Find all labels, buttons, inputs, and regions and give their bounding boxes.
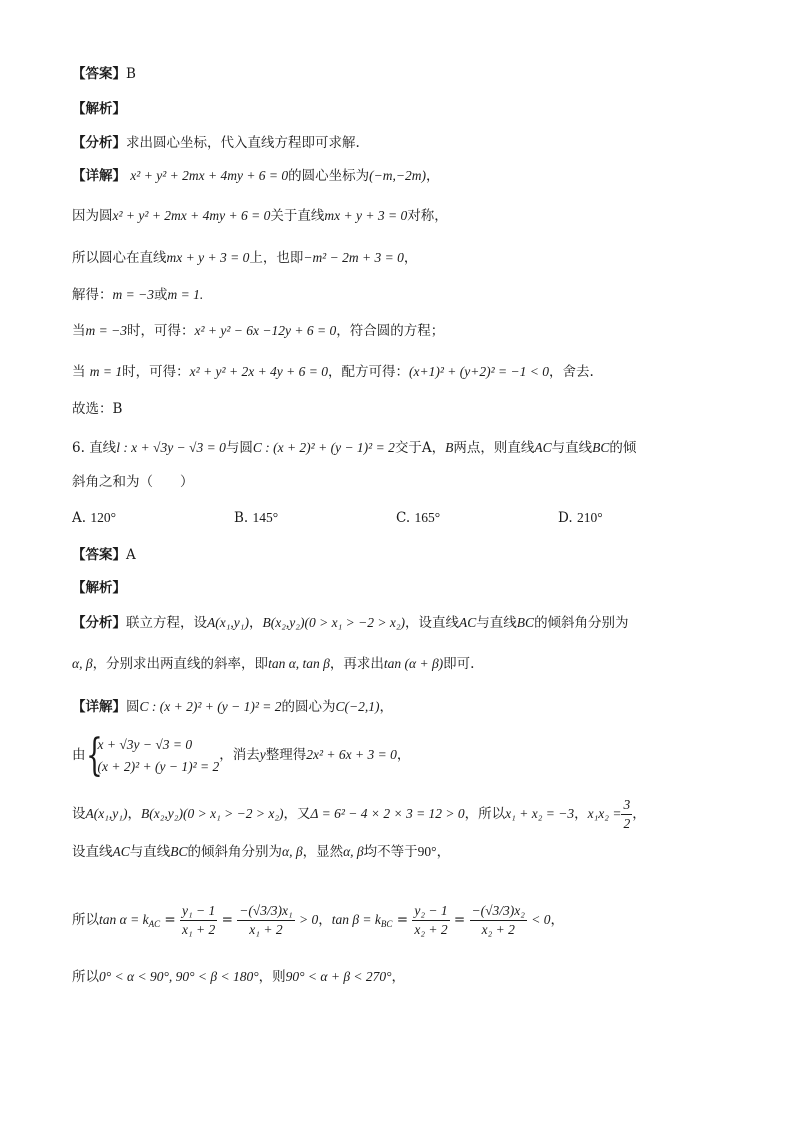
- denominator: x₂ + 2: [414, 922, 448, 937]
- text: 与直线: [129, 844, 171, 860]
- text: 圆: [126, 699, 140, 715]
- text: 因为圆: [72, 208, 113, 224]
- text: ，符合圆的方程；: [336, 323, 445, 339]
- text: 当: [72, 364, 86, 380]
- discriminant: Δ = 6² − 4 × 2 × 3 = 12 > 0: [310, 806, 465, 821]
- system-row-2: (x + 2)² + (y − 1)² = 2: [97, 758, 220, 774]
- line-label: BC: [592, 440, 610, 455]
- fraction: [180, 902, 217, 939]
- angle-value: 90°: [417, 844, 437, 859]
- text: 直线: [89, 440, 117, 456]
- denominator: x₁ + 2: [249, 922, 283, 937]
- punct: ，: [550, 912, 565, 928]
- point-b: B(x₂,y₂): [140, 806, 183, 821]
- option-label: B.: [234, 510, 249, 526]
- q6-answer-line: [72, 545, 136, 565]
- answer-value: B: [126, 66, 136, 82]
- punct: ，: [379, 699, 393, 715]
- q5-detail-line-1: [72, 166, 440, 186]
- line-equation: mx + y + 3 = 0: [166, 250, 250, 265]
- text: 斜角之和为（ ）: [72, 474, 194, 490]
- q5-fenxi-line: [72, 133, 360, 153]
- case-equation: x² + y² + 2x + 4y + 6 = 0: [189, 364, 329, 379]
- angle-range: 0° < α < 90°, 90° < β < 180°: [99, 969, 259, 984]
- q5-answer-line: [72, 64, 136, 84]
- angle-sum-range: 90° < α + β < 270°: [285, 969, 392, 984]
- subscript: BC: [380, 919, 393, 929]
- text: 所以圆心在直线: [72, 250, 167, 266]
- equation-system: [85, 729, 220, 781]
- circle-equation: x² + y² + 2mx + 4my + 6 = 0: [130, 168, 289, 183]
- punct: ，: [436, 844, 451, 860]
- fenxi-tag: 【分析】: [72, 615, 126, 631]
- q6-detail-line-4: [72, 842, 450, 862]
- punct: ，: [426, 168, 440, 184]
- option-label: C.: [396, 510, 411, 526]
- case-equation: x² + y² − 6x −12y + 6 = 0: [194, 323, 337, 338]
- text: 解得：: [72, 287, 113, 303]
- q6-fenxi-line-1: [72, 613, 629, 633]
- xiangjie-tag: 【详解】: [72, 699, 126, 715]
- equals: =: [453, 912, 466, 928]
- option-value: 210°: [576, 510, 603, 525]
- line-label: BC: [516, 615, 535, 630]
- circle-center: (−m,−2m): [369, 168, 427, 183]
- completed-square: (x+1)² + (y+2)² = −1 < 0: [409, 364, 550, 379]
- punct: ，: [403, 250, 418, 266]
- punct: ，: [318, 912, 332, 928]
- q5-detail-line-6: [72, 362, 594, 382]
- punct: ，: [396, 747, 411, 763]
- text: 所以: [72, 969, 99, 985]
- text: 的倾: [609, 440, 637, 456]
- q5-detail-line-3: [72, 248, 417, 268]
- tangents: tan α, tan β: [268, 656, 330, 671]
- subscript: AC: [148, 919, 161, 929]
- angles: α, β: [343, 844, 364, 859]
- q5-detail-line-4: [72, 285, 203, 305]
- point-label: B: [445, 440, 454, 455]
- root-product: x₁x₂ =: [587, 806, 622, 821]
- text: 两点，则直线: [453, 440, 535, 456]
- center-substitution: −m² − 2m + 3 = 0: [303, 250, 404, 265]
- equals: =: [221, 912, 233, 928]
- line-equation: mx + y + 3 = 0: [324, 208, 408, 223]
- option-label: D.: [558, 510, 573, 526]
- xiangjie-tag: 【详解】: [72, 168, 126, 184]
- text: 所以: [72, 912, 99, 928]
- text: 交于A，: [394, 440, 446, 456]
- text: 设: [72, 806, 86, 822]
- option-d[interactable]: [558, 510, 603, 526]
- numerator: −(√3/3)x₁: [237, 902, 294, 921]
- q6-detail-line-3: [72, 796, 646, 833]
- text: 时，可得：: [126, 323, 195, 339]
- circle-equation: C : (x + 2)² + (y − 1)² = 2: [139, 699, 282, 714]
- line-label: AC: [112, 844, 130, 859]
- case-m: m = −3: [85, 323, 127, 338]
- text: 或: [153, 287, 168, 303]
- circle-equation: x² + y² + 2mx + 4my + 6 = 0: [112, 208, 271, 223]
- numerator: y₂ − 1: [412, 902, 449, 921]
- q5-detail-line-5: [72, 321, 444, 341]
- circle-equation: C : (x + 2)² + (y − 1)² = 2: [252, 440, 395, 455]
- line-label: AC: [459, 615, 477, 630]
- denominator: x₁ + 2: [182, 922, 216, 937]
- q6-stem-line-1: [72, 438, 636, 458]
- text: 与直线: [551, 440, 593, 456]
- numerator: −(√3/3)x₂: [470, 902, 527, 921]
- root-sum: x₁ + x₂ = −3: [505, 806, 575, 821]
- q6-detail-line-1: [72, 697, 393, 717]
- text: 与直线: [476, 615, 517, 631]
- line-label: AC: [534, 440, 552, 455]
- text: 当: [72, 323, 86, 339]
- q6-stem-line-2: [72, 472, 194, 492]
- point-b: B(x₂,y₂): [262, 615, 305, 630]
- answer-value: A: [126, 547, 136, 563]
- answer-tag: 【答案】: [72, 547, 126, 563]
- q5-detail-line-2: [72, 206, 448, 226]
- q5-analysis-line: [72, 99, 126, 119]
- fraction: [412, 902, 449, 939]
- punct: ，: [574, 806, 588, 822]
- tan-sum: tan (α + β): [383, 656, 444, 671]
- text: 上，也即: [249, 250, 304, 266]
- punct: ，: [632, 806, 646, 822]
- quadratic: 2x² + 6x + 3 = 0: [306, 747, 397, 762]
- punct: ，: [248, 615, 263, 631]
- tan-alpha: tan α = k: [99, 912, 149, 927]
- point-a: A(x₁,y₁): [207, 615, 249, 630]
- q5-choose-line: [72, 399, 122, 419]
- q6-fenxi-line-2: [72, 654, 474, 674]
- text: ，配方可得：: [328, 364, 410, 380]
- tan-beta: tan β = k: [331, 912, 381, 927]
- line-equation: l : x + √3y − √3 = 0: [116, 440, 226, 455]
- inequality: < 0: [531, 912, 551, 927]
- inequality: > 0: [298, 912, 319, 927]
- text: ，则: [258, 969, 286, 985]
- text: ，舍去.: [549, 364, 594, 380]
- choose-text: 故选：B: [72, 401, 123, 417]
- punct: ，: [391, 969, 406, 985]
- text: ，再求出: [329, 656, 384, 672]
- text: 设直线: [72, 844, 113, 860]
- text: 的圆心坐标为: [288, 168, 370, 184]
- option-value: 120°: [90, 510, 116, 525]
- text: 即可.: [443, 656, 475, 672]
- angles: α, β: [282, 844, 303, 859]
- solution-2: m = 1.: [167, 287, 204, 302]
- brace-icon: {: [85, 729, 103, 781]
- text: ，设直线: [405, 615, 460, 631]
- circle-center: C(−2,1): [335, 699, 380, 714]
- denominator: 2: [623, 816, 631, 831]
- text: ，又: [283, 806, 311, 822]
- punct: ，: [127, 806, 141, 822]
- q6-detail-line-5: [72, 890, 564, 950]
- option-c[interactable]: [396, 510, 440, 526]
- analysis-tag: 【解析】: [72, 580, 126, 596]
- text: ，分别求出两直线的斜率，即: [92, 656, 269, 672]
- text: 的倾斜角分别为: [534, 615, 629, 631]
- option-value: 145°: [252, 510, 279, 525]
- answer-tag: 【答案】: [72, 66, 126, 82]
- fenxi-tag: 【分析】: [72, 135, 126, 151]
- point-a: A(x₁,y₁): [85, 806, 128, 821]
- text: 关于直线: [270, 208, 325, 224]
- numerator: y₁ − 1: [180, 902, 217, 921]
- fraction: [237, 902, 294, 939]
- variable: y: [259, 747, 266, 762]
- option-a[interactable]: [72, 510, 116, 526]
- denominator: x₂ + 2: [481, 922, 515, 937]
- option-label: A.: [72, 510, 87, 526]
- text: ，消去: [219, 747, 260, 763]
- text: 整理得: [265, 747, 307, 763]
- numerator: 3: [621, 796, 632, 815]
- text: 对称，: [407, 208, 448, 224]
- text: 由: [72, 747, 86, 763]
- text: 的倾斜角分别为: [187, 844, 283, 860]
- system-row-1: x + √3y − √3 = 0: [97, 736, 193, 752]
- text: ，显然: [302, 844, 344, 860]
- q6-detail-line-2: [72, 729, 411, 781]
- text: 均不等于: [363, 844, 418, 860]
- analysis-tag: 【解析】: [72, 101, 126, 117]
- q6-analysis-line: [72, 578, 126, 598]
- angles: α, β: [72, 656, 93, 671]
- question-number: 6.: [72, 440, 85, 456]
- condition: (0 > x₁ > −2 > x₂): [182, 806, 284, 821]
- q6-detail-line-6: [72, 967, 405, 987]
- option-value: 165°: [414, 510, 441, 525]
- text: 联立方程，设: [126, 615, 207, 631]
- fraction: [621, 796, 632, 833]
- line-label: BC: [170, 844, 188, 859]
- text: 时，可得：: [122, 364, 190, 380]
- solution-1: m = −3: [112, 287, 154, 302]
- equals: =: [396, 912, 409, 928]
- equals: =: [164, 912, 176, 928]
- text: 与圆: [225, 440, 253, 456]
- text: 的圆心为: [281, 699, 336, 715]
- fraction: [470, 902, 527, 939]
- option-b[interactable]: [234, 510, 278, 526]
- condition: (0 > x₁ > −2 > x₂): [304, 615, 406, 630]
- text: ，所以: [464, 806, 506, 822]
- fenxi-text: 求出圆心坐标，代入直线方程即可求解.: [126, 135, 360, 151]
- case-m: m = 1: [89, 364, 123, 379]
